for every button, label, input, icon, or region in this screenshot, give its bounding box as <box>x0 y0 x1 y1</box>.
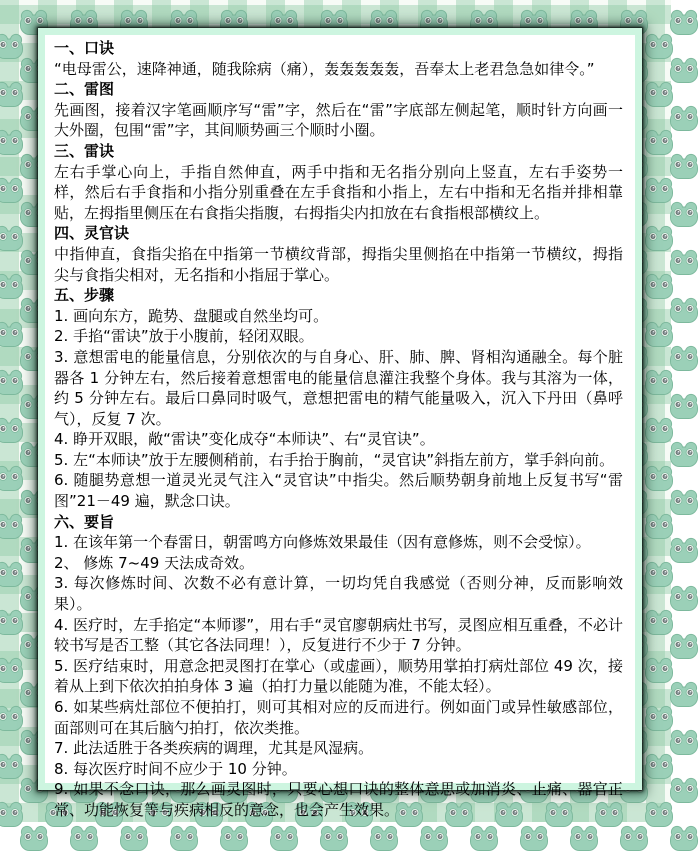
list-item: 3. 意想雷电的能量信息，分别依次的与自身心、肝、肺、脾、肾相沟通融全。每个脏器各 1 分钟左右，然后接着意想雷电的能量信息灌注我整个身体。我与其溶为一体，约 5 分钟左右。最后口鼻同时吸气，意想把雷电的精气能量吸入，沉入下丹田（鼻呼气），反复 7 次。 <box>54 347 623 428</box>
frog-face-icon <box>419 824 449 852</box>
frog-face-icon <box>369 824 399 852</box>
list-item: 2、 修炼 7~49 天法成奇效。 <box>54 553 255 572</box>
section-heading: 三、雷诀 <box>54 141 115 160</box>
frog-face-icon <box>269 824 299 852</box>
list-item: 6. 随腿势意想一道灵光灵气注入“灵官诀”中指尖。然后顺势朝身前地上反复书写“雷图”21－49 遍，默念口诀。 <box>54 471 623 511</box>
list-item: 8. 每次医疗时间不应少于 10 分钟。 <box>54 759 297 778</box>
frog-face-icon <box>569 824 599 852</box>
list-item: 5. 医疗结束时，用意念把灵图打在掌心（或虚画），顺势用掌拍打病灶部位 49 次，接着从上到下依次拍拍身体 3 遍（拍打力量以能随为准，不能太轻）。 <box>54 656 623 696</box>
section-heading: 六、要旨 <box>54 512 115 531</box>
frog-face-icon <box>319 824 349 852</box>
list-item: 3. 每次修炼时间、次数不必有意计算，一切均凭自我感觉（否则分神，反而影响效果）。 <box>54 574 623 614</box>
paragraph: 左右手掌心向上，手指自然伸直，两手中指和无名指分别向上竖直，左右手姿势一样，然后右手食指和小指分别重叠在左手食指和小指上，左右中指和无名指并排相靠贴，左拇指里侧压在右食指尖指腹，右拇指尖内扣放在右食指根部横纹上。 <box>54 162 623 222</box>
paragraph: 中指伸直，食指尖掐在中指第一节横纹背部，拇指尖里侧掐在中指第一节横纹，拇指尖与食指尖相对，无名指和小指屈于掌心。 <box>54 244 623 284</box>
list-item: 2. 手掐“雷诀”放于小腹前，轻闭双眼。 <box>54 327 314 346</box>
frog-face-icon <box>19 824 49 852</box>
list-item: 7. 此法适胜于各类疾病的调理，尤其是风湿病。 <box>54 739 374 758</box>
paragraph: “电母雷公，速降神通，随我除病（痛），轰轰轰轰轰，吾奉太上老君急急如律令。” <box>54 59 595 78</box>
list-item: 6. 如某些病灶部位不便拍打，则可其相对应的反而进行。例如面门或异性敏感部位，面部则可在其后脑勺拍打，依次类推。 <box>54 698 623 737</box>
frog-face-icon <box>69 824 99 852</box>
list-item: 4. 睁开双眼，敞“雷诀”变化成夺“本师诀”、右“灵官诀”。 <box>54 430 435 449</box>
frog-face-icon <box>669 824 699 852</box>
frog-face-icon <box>119 824 149 852</box>
list-item: 1. 画向东方，跪势、盘腿或自然坐均可。 <box>54 306 329 325</box>
section-heading: 五、步骤 <box>54 286 115 305</box>
frog-face-icon <box>469 824 499 852</box>
paragraph: 先画图，接着汉字笔画顺序写“雷”字，然后在“雷”字底部左侧起笔，顺时针方向画一大外圈，包围“雷”字，其间顺势画三个顺时小圈。 <box>54 100 623 140</box>
list-item: 5. 左“本师诀”放于左腰侧稍前，右手抬于胸前，“灵官诀”斜指左前方，掌手斜向前。 <box>54 450 615 469</box>
list-item: 1. 在该年第一个春雷日，朝雷鸣方向修炼效果最佳（因有意修炼，则不会受惊）。 <box>54 533 591 552</box>
frog-face-icon <box>219 824 249 852</box>
frog-face-icon <box>169 824 199 852</box>
frog-face-icon <box>619 824 649 852</box>
section-heading: 二、雷图 <box>54 80 115 99</box>
section-heading: 四、灵官诀 <box>54 224 130 243</box>
list-item: 9. 如果不念口诀，那么画灵图时，只要心想口诀的整体意思或加消炎、止痛、器官正常、功能恢复等与疾病相反的意念，也会产生效果。 <box>54 780 623 819</box>
frog-face-icon <box>519 824 549 852</box>
list-item: 4. 医疗时，左手掐定“本师谬”，用右手“灵官廖朝病灶书写，灵图应相互重叠，不必计较书写是否工整（其它各法同理！），反复进行不少于 7 分钟。 <box>54 615 623 655</box>
document-body <box>45 35 635 819</box>
section-heading: 一、口诀 <box>54 39 115 57</box>
content-panel <box>38 28 642 819</box>
